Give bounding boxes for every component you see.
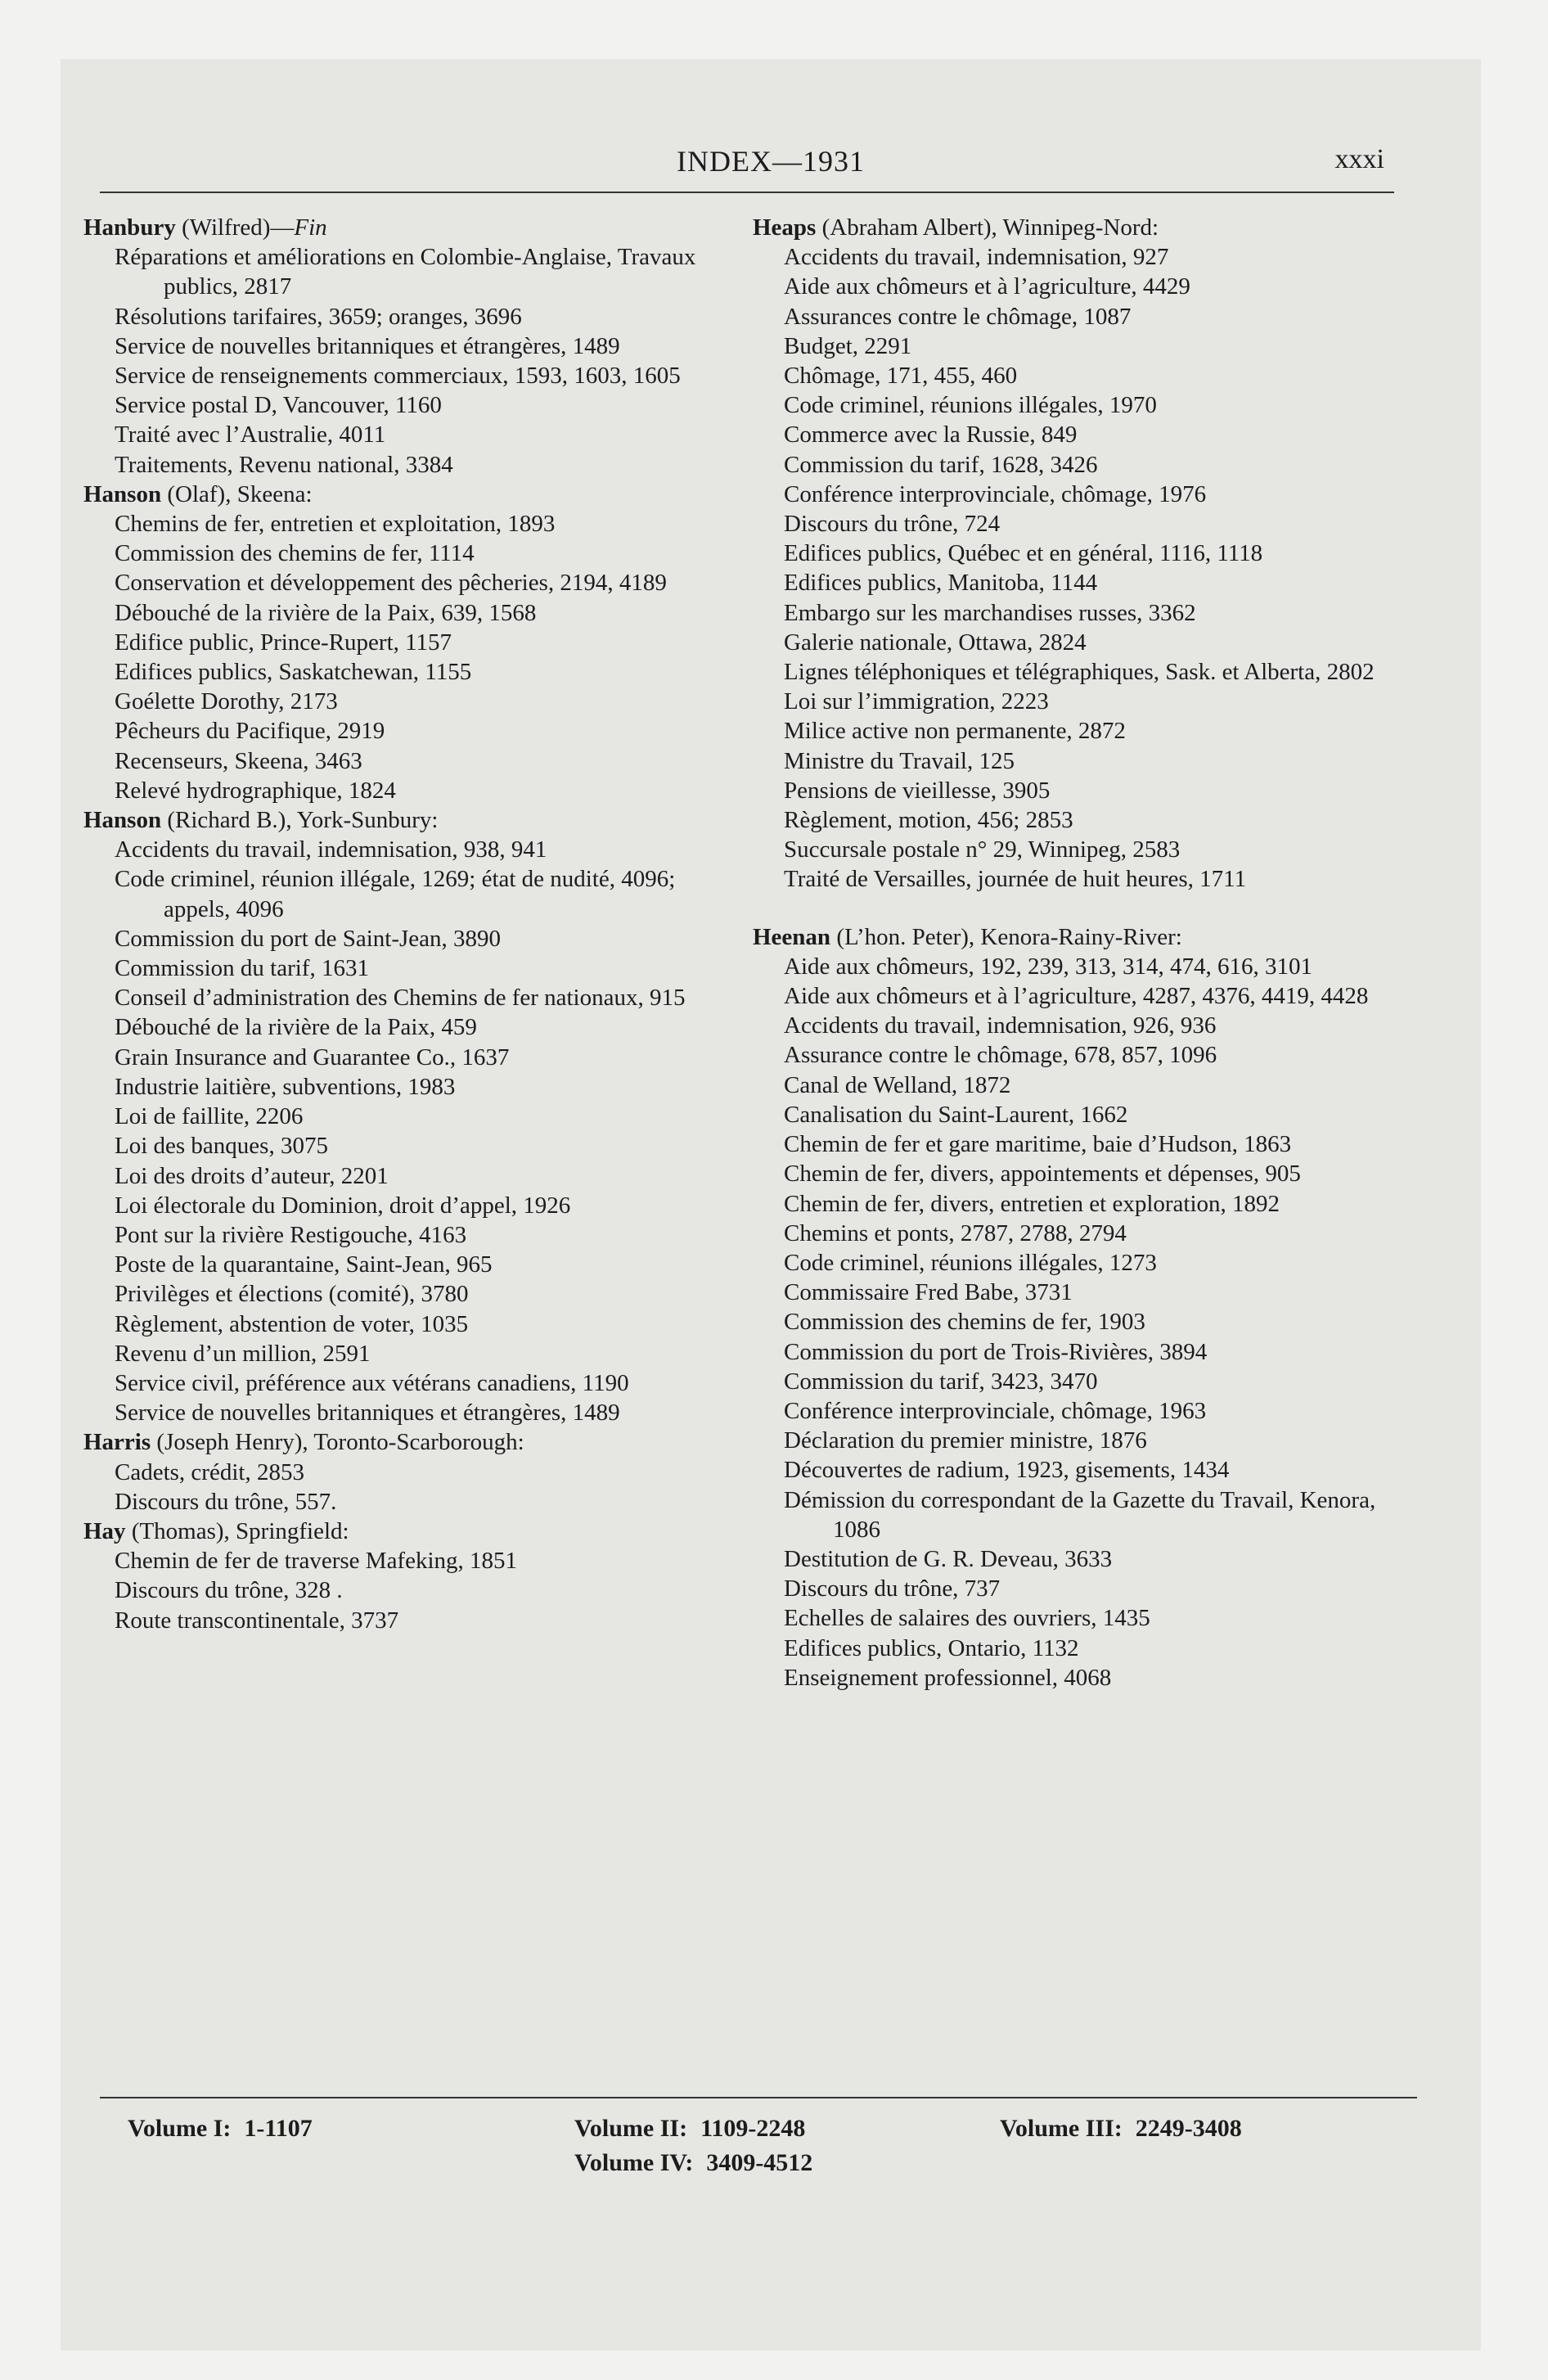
entry-heading xyxy=(83,1517,713,1546)
index-subentry: Assurance contre le chômage, 678, 857, 1096 xyxy=(784,1042,1217,1069)
index-subentry: Cadets, crédit, 2853 xyxy=(115,1458,304,1485)
index-subentry: Règlement, abstention de voter, 1035 xyxy=(115,1310,469,1337)
index-entry xyxy=(83,480,713,805)
volume-range: 1-1107 xyxy=(244,2115,313,2142)
header-rule xyxy=(100,192,1394,193)
index-subentry: Code criminel, réunions illégales, 1970 xyxy=(784,392,1157,419)
index-subentry: Règlement, motion, 456; 2853 xyxy=(784,807,1073,834)
index-subentry: Commission du tarif, 1631 xyxy=(115,955,369,982)
index-subentry: Revenu d’un million, 2591 xyxy=(115,1340,371,1367)
index-subentry: Service civil, préférence aux vétérans canadiens, 1190 xyxy=(115,1369,629,1396)
index-subentry: Accidents du travail, indemnisation, 927 xyxy=(784,244,1169,271)
volume-label: Volume I: xyxy=(128,2115,232,2142)
index-subentry: Conservation et développement des pêcheries, 2194, 4189 xyxy=(115,570,667,597)
entry-surname: Harris xyxy=(83,1429,151,1456)
index-subentry: Discours du trône, 724 xyxy=(784,511,1001,538)
index-subentry: Traitements, Revenu national, 3384 xyxy=(115,451,453,478)
index-subentry: Aide aux chômeurs et à l’agriculture, 4429 xyxy=(784,273,1190,300)
index-subentry: Poste de la quarantaine, Saint-Jean, 965 xyxy=(115,1251,493,1278)
entry-surname: Heenan xyxy=(753,923,831,950)
index-subentry: Route transcontinentale, 3737 xyxy=(115,1607,399,1634)
index-subentry: Démission du correspondant de la Gazette du Travail, Kenora, 1086 xyxy=(784,1486,1376,1543)
index-subentry: Service de nouvelles britanniques et étrangères, 1489 xyxy=(115,332,620,359)
index-subentry: Milice active non permanente, 2872 xyxy=(784,718,1126,745)
index-subentry: Edifices publics, Manitoba, 1144 xyxy=(784,570,1098,597)
index-subentry: Traité de Versailles, journée de huit heures, 1711 xyxy=(784,866,1247,893)
index-entry xyxy=(753,213,1424,895)
entry-surname: Hay xyxy=(83,1517,126,1544)
index-column-left xyxy=(83,213,713,1635)
footer-volume-1 xyxy=(128,2112,313,2146)
page-header xyxy=(61,144,1481,177)
index-subentry: Succursale postale n° 29, Winnipeg, 2583 xyxy=(784,836,1181,863)
index-subentry: Pensions de vieillesse, 3905 xyxy=(784,777,1051,804)
volume-range: 1109-2248 xyxy=(700,2115,806,2142)
index-subentry: Ministre du Travail, 125 xyxy=(784,747,1015,774)
index-subentry: Enseignement professionnel, 4068 xyxy=(784,1664,1112,1691)
index-subentry: Chemins de fer, entretien et exploitation, 1893 xyxy=(115,511,556,538)
index-entry xyxy=(83,1517,713,1635)
index-subentry: Service postal D, Vancouver, 1160 xyxy=(115,392,442,419)
volume-range: 3409-4512 xyxy=(706,2149,813,2176)
index-subentry: Code criminel, réunions illégales, 1273 xyxy=(784,1249,1157,1276)
index-subentry: Edifices publics, Saskatchewan, 1155 xyxy=(115,659,472,686)
index-subentry: Industrie laitière, subventions, 1983 xyxy=(115,1073,456,1100)
index-subentry: Loi électorale du Dominion, droit d’appel, 1926 xyxy=(115,1192,571,1219)
index-subentry: Galerie nationale, Ottawa, 2824 xyxy=(784,629,1087,656)
volume-label: Volume IV: xyxy=(574,2149,694,2176)
volume-range: 2249-3408 xyxy=(1135,2115,1242,2142)
index-subentry: Edifices publics, Québec et en général, 1116, 1118 xyxy=(784,540,1263,567)
entry-surname: Hanbury xyxy=(83,214,176,241)
index-subentry: Commission des chemins de fer, 1114 xyxy=(115,540,475,567)
index-subentry: Relevé hydrographique, 1824 xyxy=(115,777,396,804)
index-subentry: Débouché de la rivière de la Paix, 459 xyxy=(115,1014,477,1041)
index-subentry: Pêcheurs du Pacifique, 2919 xyxy=(115,718,385,745)
index-subentry: Chemin de fer, divers, entretien et exploration, 1892 xyxy=(784,1190,1280,1217)
entry-detail: (Thomas), Springfield: xyxy=(125,1517,349,1544)
index-subentry: Commission du tarif, 1628, 3426 xyxy=(784,451,1098,478)
index-subentry: Conférence interprovinciale, chômage, 1976 xyxy=(784,480,1207,507)
entry-heading xyxy=(83,1427,713,1457)
index-subentry: Discours du trône, 737 xyxy=(784,1575,1001,1602)
index-subentry: Loi sur l’immigration, 2223 xyxy=(784,688,1049,715)
index-subentry: Budget, 2291 xyxy=(784,332,912,359)
index-subentry: Recenseurs, Skeena, 3463 xyxy=(115,747,362,774)
index-subentry: Conseil d’administration des Chemins de fer nationaux, 915 xyxy=(115,985,686,1012)
index-subentry: Commission du port de Saint-Jean, 3890 xyxy=(115,925,502,952)
index-subentry: Chemin de fer et gare maritime, baie d’Hudson, 1863 xyxy=(784,1131,1292,1158)
index-subentry: Goélette Dorothy, 2173 xyxy=(115,688,338,715)
entry-surname: Heaps xyxy=(753,214,817,241)
index-subentry: Résolutions tarifaires, 3659; oranges, 3696 xyxy=(115,303,522,330)
entry-heading xyxy=(753,213,1424,242)
index-subentry: Privilèges et élections (comité), 3780 xyxy=(115,1281,469,1308)
index-subentry: Service de renseignements commerciaux, 1593, 1603, 1605 xyxy=(115,363,681,390)
index-subentry: Débouché de la rivière de la Paix, 639, 1568 xyxy=(115,599,537,626)
footer-volume-2-4 xyxy=(574,2112,812,2180)
entry-heading xyxy=(753,922,1424,952)
index-entry xyxy=(83,213,713,480)
index-subentry: Lignes téléphoniques et télégraphiques, Sask. et Alberta, 2802 xyxy=(784,659,1375,686)
index-subentry: Service de nouvelles britanniques et étrangères, 1489 xyxy=(115,1400,620,1427)
index-subentry: Edifices publics, Ontario, 1132 xyxy=(784,1634,1079,1661)
volume-label: Volume III: xyxy=(1000,2115,1123,2142)
index-subentry: Loi des banques, 3075 xyxy=(115,1133,328,1160)
footer-rule xyxy=(100,2097,1417,2098)
index-subentry: Chemins et ponts, 2787, 2788, 2794 xyxy=(784,1219,1127,1246)
entry-detail: (L’hon. Peter), Kenora-Rainy-River: xyxy=(830,923,1182,950)
index-subentry: Pont sur la rivière Restigouche, 4163 xyxy=(115,1221,467,1248)
index-subentry: Embargo sur les marchandises russes, 3362 xyxy=(784,599,1196,626)
index-subentry: Traité avec l’Australie, 4011 xyxy=(115,421,386,449)
entry-heading xyxy=(83,213,713,242)
index-subentry: Grain Insurance and Guarantee Co., 1637 xyxy=(115,1044,510,1071)
entry-detail: (Abraham Albert), Winnipeg-Nord: xyxy=(816,214,1159,241)
entry-surname: Hanson xyxy=(83,480,162,507)
index-subentry: Découvertes de radium, 1923, gisements, 1434 xyxy=(784,1457,1230,1484)
entry-surname: Hanson xyxy=(83,807,162,834)
index-subentry: Discours du trône, 557. xyxy=(115,1488,337,1515)
index-subentry: Accidents du travail, indemnisation, 926, 936 xyxy=(784,1012,1217,1039)
index-subentry: Chemin de fer de traverse Mafeking, 1851 xyxy=(115,1548,518,1575)
volume-label: Volume II: xyxy=(574,2115,688,2142)
index-subentry: Aide aux chômeurs, 192, 239, 313, 314, 474, 616, 3101 xyxy=(784,953,1312,980)
index-subentry: Commerce avec la Russie, 849 xyxy=(784,421,1078,449)
index-subentry: Loi des droits d’auteur, 2201 xyxy=(115,1162,389,1189)
index-subentry: Conférence interprovinciale, chômage, 1963 xyxy=(784,1397,1207,1424)
entry-heading xyxy=(83,480,713,509)
index-subentry: Accidents du travail, indemnisation, 938, 941 xyxy=(115,836,547,863)
index-subentry: Réparations et améliorations en Colombie-Anglaise, Travaux publics, 2817 xyxy=(115,244,696,300)
footer-volume-3 xyxy=(1000,2112,1242,2146)
index-column-right xyxy=(753,213,1424,1693)
page-title: INDEX—1931 xyxy=(677,145,865,178)
entry-detail: (Joseph Henry), Toronto-Scarborough: xyxy=(151,1429,524,1456)
index-subentry: Déclaration du premier ministre, 1876 xyxy=(784,1427,1147,1454)
index-entry xyxy=(83,1427,713,1517)
page-scan xyxy=(61,59,1481,2351)
entry-detail: (Wilfred)— xyxy=(175,214,295,241)
entry-detail-italic: Fin xyxy=(294,214,327,241)
index-subentry: Commission du port de Trois-Rivières, 3894 xyxy=(784,1338,1208,1365)
index-subentry: Chemin de fer, divers, appointements et dépenses, 905 xyxy=(784,1161,1301,1188)
entry-detail: (Olaf), Skeena: xyxy=(161,480,313,507)
index-subentry: Canalisation du Saint-Laurent, 1662 xyxy=(784,1101,1128,1128)
index-subentry: Loi de faillite, 2206 xyxy=(115,1103,304,1130)
index-subentry: Aide aux chômeurs et à l’agriculture, 4287, 4376, 4419, 4428 xyxy=(784,983,1369,1010)
index-subentry: Commission des chemins de fer, 1903 xyxy=(784,1309,1145,1336)
index-entry xyxy=(83,805,713,1427)
index-subentry: Commission du tarif, 3423, 3470 xyxy=(784,1368,1098,1395)
entry-detail: (Richard B.), York-Sunbury: xyxy=(161,807,439,834)
index-subentry: Canal de Welland, 1872 xyxy=(784,1071,1011,1098)
page-number: xxxi xyxy=(1334,144,1384,174)
index-subentry: Commissaire Fred Babe, 3731 xyxy=(784,1279,1073,1306)
index-subentry: Echelles de salaires des ouvriers, 1435 xyxy=(784,1605,1150,1632)
index-subentry: Assurances contre le chômage, 1087 xyxy=(784,303,1132,330)
index-entry xyxy=(753,922,1424,1693)
index-subentry: Edifice public, Prince-Rupert, 1157 xyxy=(115,629,452,656)
index-subentry: Chômage, 171, 455, 460 xyxy=(784,363,1018,390)
index-subentry: Discours du trône, 328 . xyxy=(115,1577,343,1604)
index-subentry: Code criminel, réunion illégale, 1269; état de nudité, 4096; appels, 4096 xyxy=(115,866,676,922)
entry-heading xyxy=(83,805,713,835)
index-subentry: Destitution de G. R. Deveau, 3633 xyxy=(784,1545,1113,1572)
